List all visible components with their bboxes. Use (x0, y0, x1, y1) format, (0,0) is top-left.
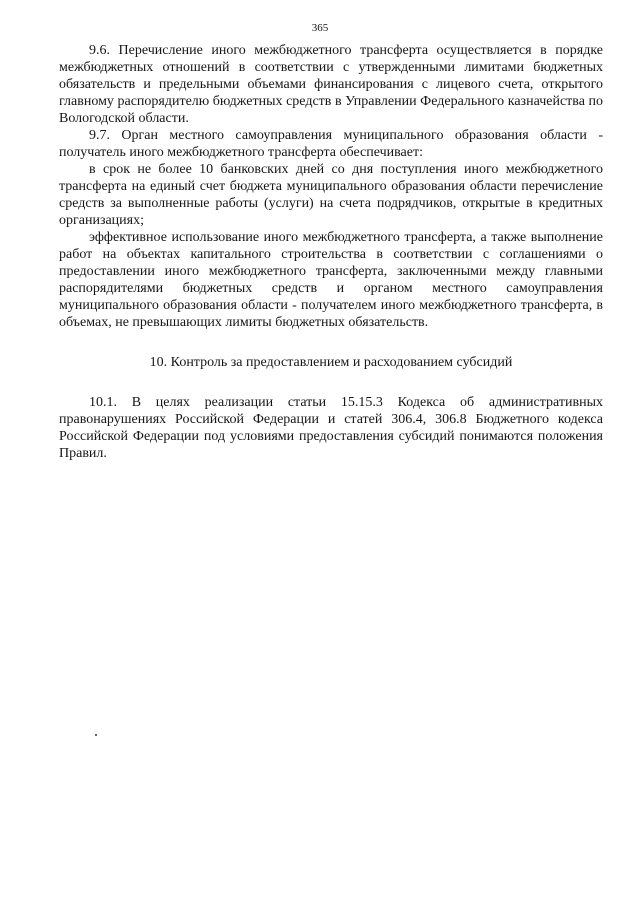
scan-speck (95, 734, 97, 736)
paragraph-9-6: 9.6. Перечисление иного межбюджетного трансферта осуществляется в порядке межбюджетных отношений в соответствии с утвержденными лимитами бюджетных обязательств и предельными объемами финансирования с лицевого счета, открытого главному распорядителю бюджетных средств в Управлении Федерального казначейства по Вологодской области. (59, 43, 603, 126)
section-heading-10: 10. Контроль за предоставлением и расходованием субсидий (149, 355, 513, 370)
paragraph-10-1: 10.1. В целях реализации статьи 15.15.3 Кодекса об административных правонарушениях Российской Федерации и статей 306.4, 306.8 Бюджетного кодекса Российской Федерации под условиями предоставления субсидий понимаются положения Правил. (59, 395, 603, 461)
paragraph-9-7: 9.7. Орган местного самоуправления муниципального образования области - получатель иного межбюджетного трансферта обеспечивает: (59, 128, 603, 160)
document-body (59, 42, 603, 462)
paragraph-9-7-item-transfer-deadline: в срок не более 10 банковских дней со дня поступления иного межбюджетного трансферта на единый счет бюджета муниципального образования области перечисление средств за выполненные работы (услуги) на счета подрядчиков, открытые в кредитных организациях; (59, 162, 603, 228)
page-number: 365 (311, 22, 329, 34)
paragraph-9-7-item-effective-use: эффективное использование иного межбюджетного трансферта, а также выполнение работ на объектах капитального строительства в соответствии с соглашениями о предоставлении иного межбюджетного трансферта, заключенными между главными распорядителями бюджетных средств и органом местного самоуправления муниципального образования области - получателем иного межбюджетного трансферта, в объемах, не превышающих лимиты бюджетных обязательств. (59, 230, 603, 330)
